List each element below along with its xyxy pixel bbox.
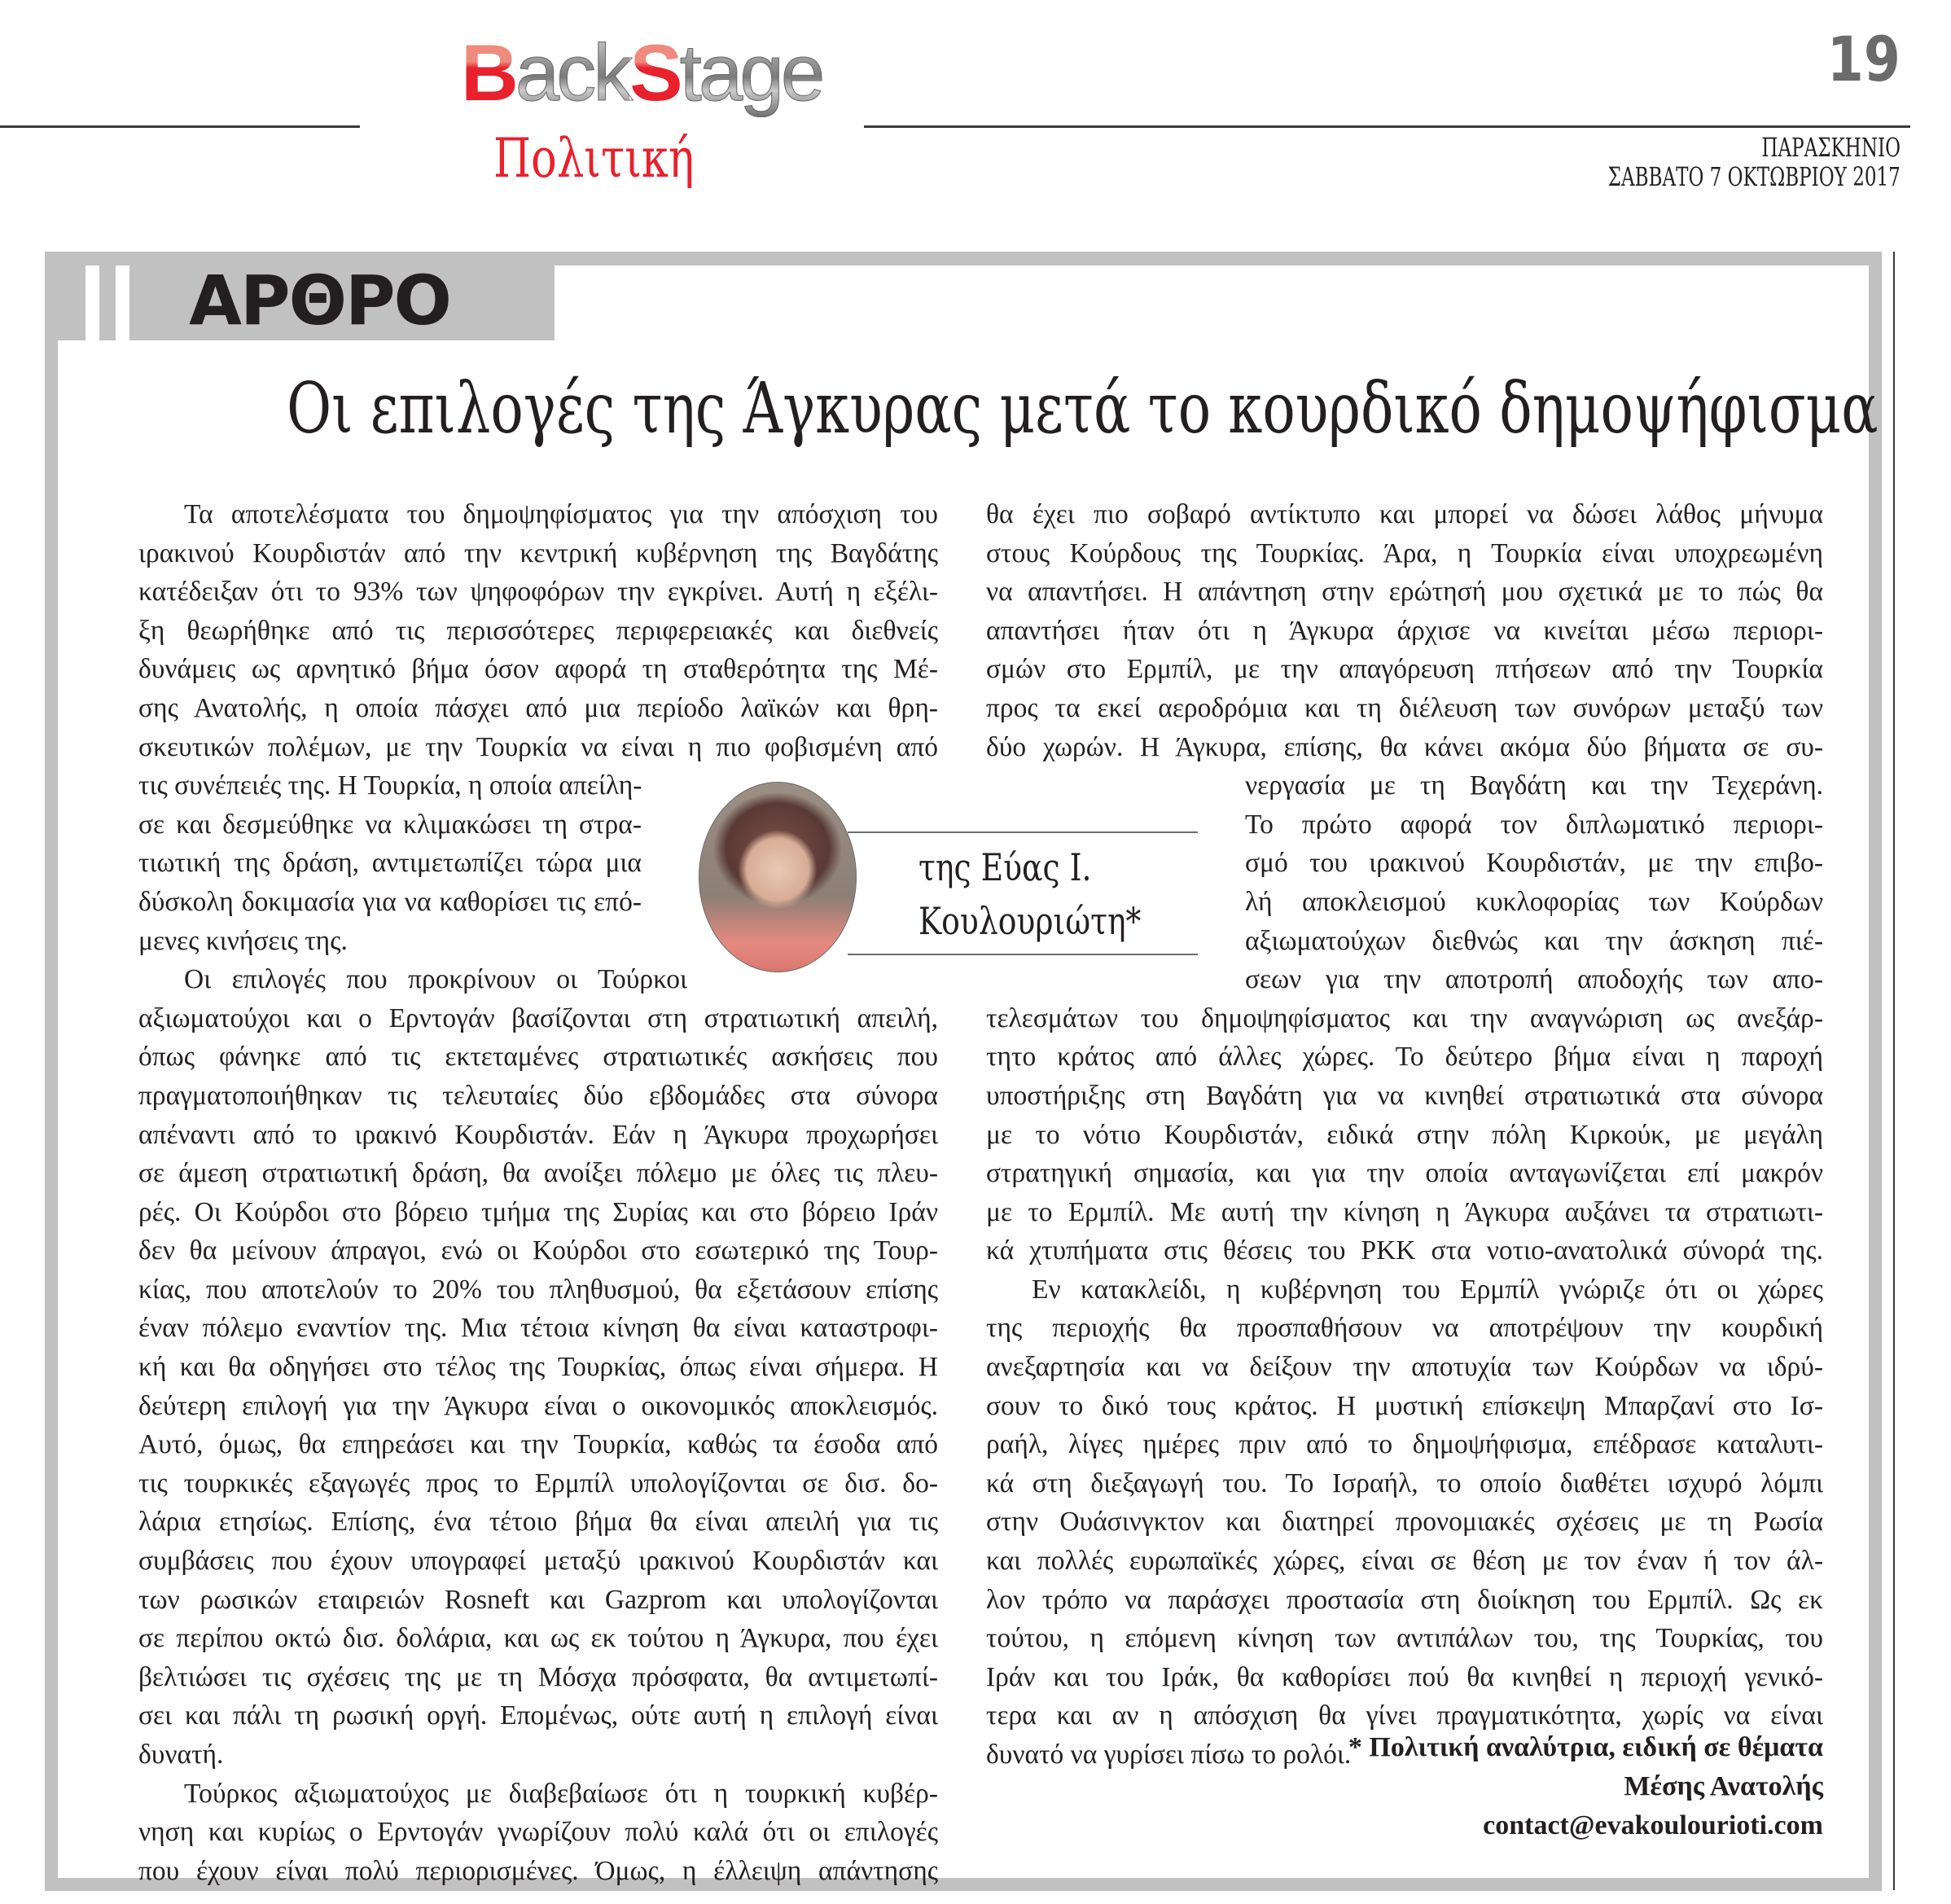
text-line: λή αποκλεισμού κυκλοφορίας των Κούρδων [1245, 886, 1823, 917]
text-line: με το νότιο Κουρδιστάν, ειδικά στην πόλη Κιρκούκ, με μεγάλη [986, 1119, 1823, 1150]
text-line: έναν πόλεμο εναντίον της. Μια τέτοια κίνηση θα είναι καταστροφι- [138, 1313, 938, 1344]
text-line: ανεξαρτησία και να δείξουν την αποτυχία των Κούρδων να ιδρύ- [986, 1352, 1823, 1383]
text-line: σουν το δικό τους κράτος. Η μυστική επίσκεψη Μπαρζανί στο Ισ- [986, 1390, 1823, 1421]
text-line: νεργασία με τη Βαγδάτη και την Τεχεράνη. [1245, 770, 1823, 801]
byline-line-1: της Εύας Ι. [919, 845, 1092, 889]
text-line: που έχουν είναι πολύ περιορισμένες. Όμως, η έλλειψη απάντησης [138, 1855, 938, 1886]
text-line: Οι επιλογές που προκρίνουν οι Τούρκοι [184, 964, 687, 995]
text-line: δεύτερη επιλογή για την Άγκυρα είναι ο οικονομικός αποκλεισμός. [138, 1390, 938, 1421]
header-rule-right [864, 125, 1910, 128]
text-line: όπως φάνηκε από τις εκτεταμένες στρατιωτικές ασκήσεις που [138, 1042, 938, 1073]
text-line: των ρωσικών εταιρειών Rosneft και Gazprom και υπολογίζονται [138, 1584, 938, 1615]
article-label: ΑΡΘΡΟ [189, 261, 450, 340]
page-number: 19 [1827, 23, 1901, 95]
text-line: ρές. Οι Κούρδοι στο βόρειο τμήμα της Συρίας και στο βόρειο Ιράν [138, 1196, 938, 1227]
text-line: στους Κούρδους της Τουρκίας. Άρα, η Τουρκία είναι υποχρεωμένη [986, 537, 1823, 568]
byline [919, 840, 1141, 948]
text-line: τιωτική της δράση, αντιμετωπίζει τώρα μια [138, 848, 642, 879]
logo-letter-b: B [461, 28, 515, 117]
text-line: στρατηγική σημασία, και για την οποία ανταγωνίζεται επί μακρόν [986, 1158, 1823, 1189]
text-line: ξη θεωρήθηκε από τις περισσότερες περιφερειακές και διεθνείς [138, 615, 938, 646]
text-line: σει και πάλι τη ρωσική οργή. Επομένως, ούτε αυτή η επιλογή είναι [138, 1700, 938, 1731]
text-line: προς τα εκεί αεροδρόμια και τη διέλευση των συνόρων μεταξύ των [986, 692, 1823, 723]
text-line: συμβάσεις που έχουν υπογραφεί μεταξύ ιρακινού Κουρδιστάν και [138, 1546, 938, 1577]
text-line: υποστήριξης στη Βαγδάτη για να κινηθεί στρατιωτικά στα σύνορα [986, 1080, 1823, 1111]
text-line: λον τρόπο να παράσχει προστασία στη διοίκηση του Ερμπίλ. Ως εκ [986, 1584, 1823, 1615]
paper-name: ΠΑΡΑΣΚΗΝΙΟ [1761, 132, 1901, 163]
text-line: με το Ερμπίλ. Με αυτή την κίνηση η Άγκυρα αυξάνει τα στρατιωτι- [986, 1196, 1823, 1227]
text-line: τις τουρκικές εξαγωγές προς το Ερμπίλ υπολογίζονται σε δισ. δο- [138, 1467, 938, 1498]
text-line: νηση και κυρίως ο Ερντογάν γνωρίζουν πολύ καλά ότι οι επιλογές [138, 1817, 938, 1848]
text-line: αξιωματούχων διεθνώς και την άσκηση πιέ- [1245, 925, 1823, 956]
text-line: Εν κατακλείδι, η κυβέρνηση του Ερμπίλ γνώριζε ότι οι χώρες [1032, 1274, 1823, 1305]
article-column-right [986, 495, 1823, 1775]
text-line: ραήλ, λίγες ημέρες πριν από το δημοψήφισμα, επέδρασε καταλυτι- [986, 1429, 1823, 1460]
author-photo [699, 782, 857, 972]
author-email-link[interactable]: contact@evakoulourioti.com [1483, 1810, 1823, 1840]
text-line: βελτιώσει τις σχέσεις της με τη Μόσχα πρόσφατα, θα αντιμετωπί- [138, 1661, 938, 1692]
text-line: σε και δεσμεύθηκε να κλιμακώσει τη στρα- [138, 809, 642, 840]
byline-rule-bottom [848, 954, 1198, 955]
text-line: αξιωματούχοι και ο Ερντογάν βασίζονται στη στρατιωτική απειλή, [138, 1002, 938, 1033]
text-line: τητο κράτος από άλλες χώρες. Το δεύτερο βήμα είναι η παροχή [986, 1042, 1823, 1073]
text-line: δεν θα μείνουν άπραγοι, ενώ οι Κούρδοι στο εσωτερικό της Τουρ- [138, 1235, 938, 1266]
text-line: κή και θα οδηγήσει στο τέλος της Τουρκίας, όπως είναι σήμερα. Η [138, 1352, 938, 1383]
text-line: σεων για την αποτροπή αποδοχής των απο- [1245, 964, 1823, 995]
text-line: Αυτό, όμως, θα επηρεάσει και την Τουρκία, καθώς τα έσοδα από [138, 1429, 938, 1460]
text-line: ιρακινού Κουρδιστάν από την κεντρική κυβέρνηση της Βαγδάτης [138, 537, 938, 568]
text-line: τερα και αν η απόσχιση θα γίνει πραγματικότητα, χωρίς να είναι [986, 1700, 1823, 1731]
byline-rule-top [848, 831, 1198, 833]
text-line: σε άμεση στρατιωτική δράση, θα ανοίξει πόλεμο με όλες τις πλευ- [138, 1158, 938, 1189]
article-column-left [138, 495, 938, 1890]
text-line: δυνατή. [138, 1739, 224, 1770]
logo-letter-s: S [629, 28, 680, 117]
text-line: στην Ουάσινγκτον και διατηρεί προνομιακές σχέσεις με τη Ρωσία [986, 1507, 1823, 1538]
text-line: απαντήσει ήταν ότι η Άγκυρα άρχισε να κινείται μέσω περιορι- [986, 615, 1823, 646]
text-line: πραγματοποιήθηκαν τις τελευταίες δύο εβδομάδες στα σύνορα [138, 1080, 938, 1111]
page-edge-rule [1893, 252, 1895, 1890]
frame-accent-bar [99, 252, 116, 340]
text-line: απέναντι από το ιρακινό Κουρδιστάν. Εάν η Άγκυρα προχωρήσει [138, 1119, 938, 1150]
text-line: σμών στο Ερμπίλ, με την απαγόρευση πτήσεων από την Τουρκία [986, 654, 1823, 685]
logo-text-ack: ack [515, 28, 630, 117]
section-name: Πολιτική [493, 127, 695, 190]
frame-accent-bar [45, 252, 85, 340]
text-line: σε περίπου οκτώ δισ. δολάρια, και ως εκ τούτου η Άγκυρα, που έχει [138, 1623, 938, 1654]
issue-date: ΣΑΒΒΑΤΟ 7 ΟΚΤΩΒΡΙΟΥ 2017 [1607, 161, 1901, 192]
text-line: τελεσμάτων του δημοψηφίσματος και την αναγνώριση ως ανεξάρ- [986, 1002, 1823, 1033]
text-line: Το πρώτο αφορά τον διπλωματικό περιορι- [1245, 809, 1823, 840]
text-line: δυνατό να γυρίσει πίσω το ρολόι. [986, 1739, 1352, 1770]
header-rule-left [0, 125, 360, 128]
text-line: της περιοχής θα προσπαθήσουν να αποτρέψουν την κουρδική [986, 1313, 1823, 1344]
text-line: δυνάμεις ως αρνητικό βήμα όσον αφορά τη σταθερότητα της Μέ- [138, 654, 938, 685]
text-line: τούτου, η επόμενη κίνηση των αντιπάλων του, της Τουρκίας, του [986, 1623, 1823, 1654]
text-line: Τα αποτελέσματα του δημοψηφίσματος για την απόσχιση του [184, 499, 938, 529]
text-line: μενες κινήσεις της. [138, 925, 348, 956]
text-line: να απαντήσει. Η απάντηση στην ερώτησή μου σχετικά με το πώς θα [986, 577, 1823, 608]
text-line: κίας, που αποτελούν το 20% του πληθυσμού, θα εξετάσουν επίσης [138, 1274, 938, 1305]
backstage-logo [461, 28, 822, 117]
footnote-line-2: Μέσης Ανατολής [1624, 1771, 1823, 1801]
text-line: τις συνέπειές της. Η Τουρκία, η οποία απείλη- [138, 770, 642, 801]
logo-text-tage: tage [679, 28, 822, 117]
text-line: σμό του ιρακινού Κουρδιστάν, με την επιβο- [1245, 848, 1823, 879]
byline-line-2: Κουλουριώτη* [919, 899, 1142, 943]
text-line: δύο χωρών. Η Άγκυρα, επίσης, θα κάνει ακόμα δύο βήματα σε συ- [986, 731, 1823, 762]
text-line: κά χτυπήματα στις θέσεις του PKK στα νοτιο-ανατολικά σύνορά της. [986, 1235, 1823, 1266]
text-line: λάρια ετησίως. Επίσης, ένα τέτοιο βήμα θα είναι απειλή για τις [138, 1507, 938, 1538]
text-line: Ιράν και του Ιράκ, θα καθορίσει πού θα κινηθεί η περιοχή γενικό- [986, 1661, 1823, 1692]
article-headline: Οι επιλογές της Άγκυρας μετά το κουρδικό δημοψήφισμα [287, 368, 1879, 450]
text-line: σκευτικών πολέμων, με την Τουρκία να είναι η πιο φοβισμένη από [138, 731, 938, 762]
text-line: δύσκολη δοκιμασία για να καθορίσει τις επό- [138, 886, 642, 917]
text-line: και πολλές ευρωπαϊκές χώρες, είναι σε θέση με τον έναν ή τον άλ- [986, 1546, 1823, 1577]
text-line: κά στη διεξαγωγή του. Το Ισραήλ, το οποίο διαθέτει ισχυρό λόμπι [986, 1467, 1823, 1498]
text-line: Τούρκος αξιωματούχος με διαβεβαίωσε ότι η τουρκική κυβέρ- [184, 1778, 938, 1809]
footnote-line-1: * Πολιτική αναλύτρια, ειδική σε θέματα [1348, 1732, 1823, 1762]
text-line: σης Ανατολής, η οποία πάσχει από μια περίοδο λαϊκών και θρη- [138, 692, 938, 723]
author-footnote [1348, 1728, 1823, 1845]
text-line: θα έχει πιο σοβαρό αντίκτυπο και μπορεί να δώσει λάθος μήνυμα [986, 499, 1823, 529]
text-line: κατέδειξαν ότι το 93% των ψηφοφόρων την εγκρίνει. Αυτή η εξέλι- [138, 577, 938, 608]
